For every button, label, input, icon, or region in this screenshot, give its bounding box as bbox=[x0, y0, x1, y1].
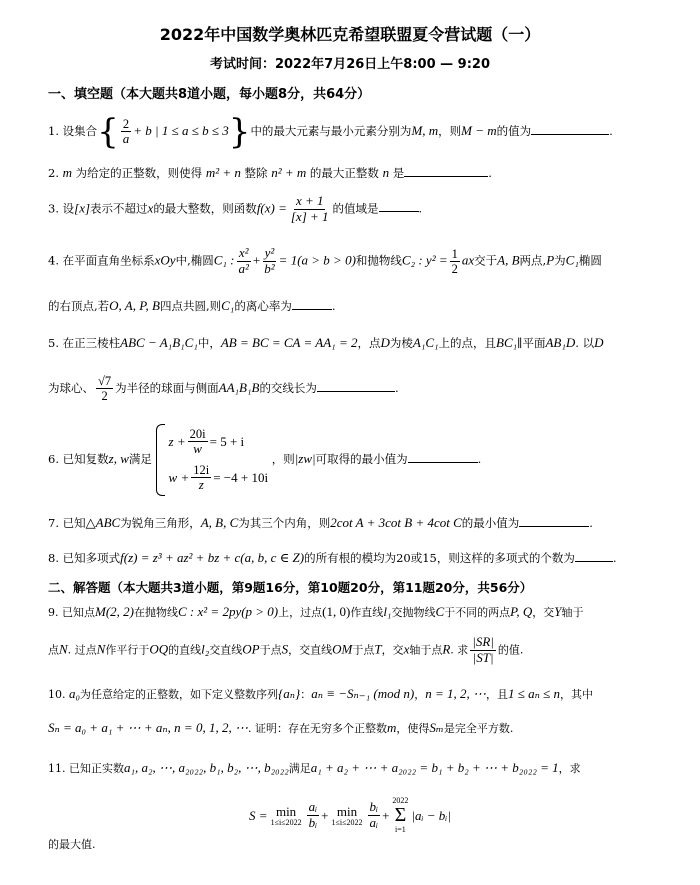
answer-blank-1[interactable] bbox=[531, 122, 609, 135]
question-5-line1: 5. 在正三棱柱ABC − A₁B₁C₁中，AB = BC = CA = AA₁ = 2，点D为棱A₁C₁上的点，且BC₁∥平面AB₁D. 以D bbox=[48, 335, 604, 350]
question-9-line1: 9. 已知点M(2, 2)在抛物线C : x² = 2py(p > 0)上，过点(1, 0)作直线l₁交抛物线C于不同的两点P, Q，交Y轴于 bbox=[48, 604, 584, 619]
answer-blank-8[interactable] bbox=[575, 549, 613, 562]
question-3: 3. 设[x]表示不超过x的最大整数，则函数f(x) = $\frac{x + 1}{[x] + 1}$ 的值域是 . bbox=[48, 193, 423, 224]
question-4-line2: 的右顶点,若O, A, P, B四点共圆,则C₁的离心率为 . bbox=[48, 298, 336, 313]
question-10-line1: 10. a₀为任意给定的正整数，如下定义整数序列{aₙ}：aₙ ≡ −Sₙ₋₁ (mod n)，n = 1, 2, ⋯，且1 ≤ aₙ ≤ n，其中 bbox=[48, 686, 594, 701]
question-7: 7. 已知△ABC为锐角三角形，A, B, C为其三个内角，则2cot A + 3cot B + 4cot C的最小值为 . bbox=[48, 515, 593, 530]
question-5-line2: 为球心、 $\frac{√7}{2}$ 为半径的球面与侧面AA₁B₁B的交线长为 . bbox=[48, 374, 399, 404]
question-11-line1: 11. 已知正实数a₁, a₂, ⋯, a₂₀₂₂, b₁, b₂, ⋯, b₂₀₂₂满足a₁ + a₂ + ⋯ + a₂₀₂₂ = b₁ + b₂ + ⋯ + b₂₀₂₂ = 1，求 bbox=[48, 760, 581, 775]
section1-heading: 一、填空题（本大题共8道小题，每小题8分，共64分） bbox=[48, 87, 371, 102]
answer-blank-7[interactable] bbox=[519, 514, 589, 527]
answer-blank-6[interactable] bbox=[408, 450, 478, 463]
answer-blank-5[interactable] bbox=[317, 379, 395, 392]
question-8: 8. 已知多项式f(z) = z³ + az² + bz + c(a, b, c ∈ Z)的所有根的模均为20或15，则这样的多项式的个数为 . bbox=[48, 550, 617, 565]
page-title: 2022年中国数学奥林匹克希望联盟夏令营试题（一） bbox=[159, 25, 541, 44]
question-11-formula: S = min 1≤i≤2022 $\frac{\text{aᵢ}}{\text{bᵢ}}$ + min 1≤i≤2022 $\frac{\text{bᵢ}}{\text{aᵢ}}$ + 2022 Σ i=1 |aᵢ − bᵢ| bbox=[249, 796, 451, 835]
question-2: 2. m 为给定的正整数，则使得 m² + n 整除 n² + m 的最大正整数 n 是 . bbox=[48, 165, 492, 180]
question-11-line3: 的最大值. bbox=[48, 838, 96, 851]
question-4-line1: 4. 在平面直角坐标系xOy中,椭圆C₁ : $\frac{\text{x²}}{\text{a²}}$ + $\frac{\text{y²}}{\text{b²}}$ = 1(a > b > 0)和抛物线C₂ : y² = $\frac{1}{2}$ ax交于A, B两点,P为C₁椭圆 bbox=[48, 245, 602, 276]
question-1: 1. 设集合{ $\frac{2}{a}$ + b | 1 ≤ a ≤ b ≤ 3}中的最大元素与最小元素分别为M, m，则M − m的值为 . bbox=[48, 112, 613, 152]
equation-system: z + $\frac{20i}{w}$ = 5 + i w + $\frac{12i}{z}$ = −4 + 10i bbox=[156, 424, 269, 496]
answer-blank-3[interactable] bbox=[379, 199, 419, 212]
question-6: 6. 已知复数z, w满足 z + $\frac{20i}{w}$ = 5 + i w + $\frac{12i}{z}$ = −4 + 10i ，则|zw|可取得的最小值为 . bbox=[48, 424, 481, 496]
left-brace: { bbox=[97, 112, 119, 152]
answer-blank-4[interactable] bbox=[292, 297, 332, 310]
question-10-line2: Sₙ = a₀ + a₁ + ⋯ + aₙ, n = 0, 1, 2, ⋯. 证明：存在无穷多个正整数m，使得Sₘ是完全平方数. bbox=[48, 720, 514, 735]
exam-time: 考试时间：2022年7月26日上午8:00 — 9:20 bbox=[209, 57, 491, 72]
answer-blank-2[interactable] bbox=[404, 164, 488, 177]
question-9-line2: 点N. 过点N作平行于OQ的直线l₂交直线OP于点S，交直线OM于点T，交x轴于点R. 求 $\frac{|SR|}{|ST|}$ 的值. bbox=[48, 634, 524, 665]
right-brace: } bbox=[228, 112, 251, 152]
section2-heading: 二、解答题（本大题共3道小题，第9题16分，第10题20分，第11题20分，共56分） bbox=[48, 580, 533, 595]
